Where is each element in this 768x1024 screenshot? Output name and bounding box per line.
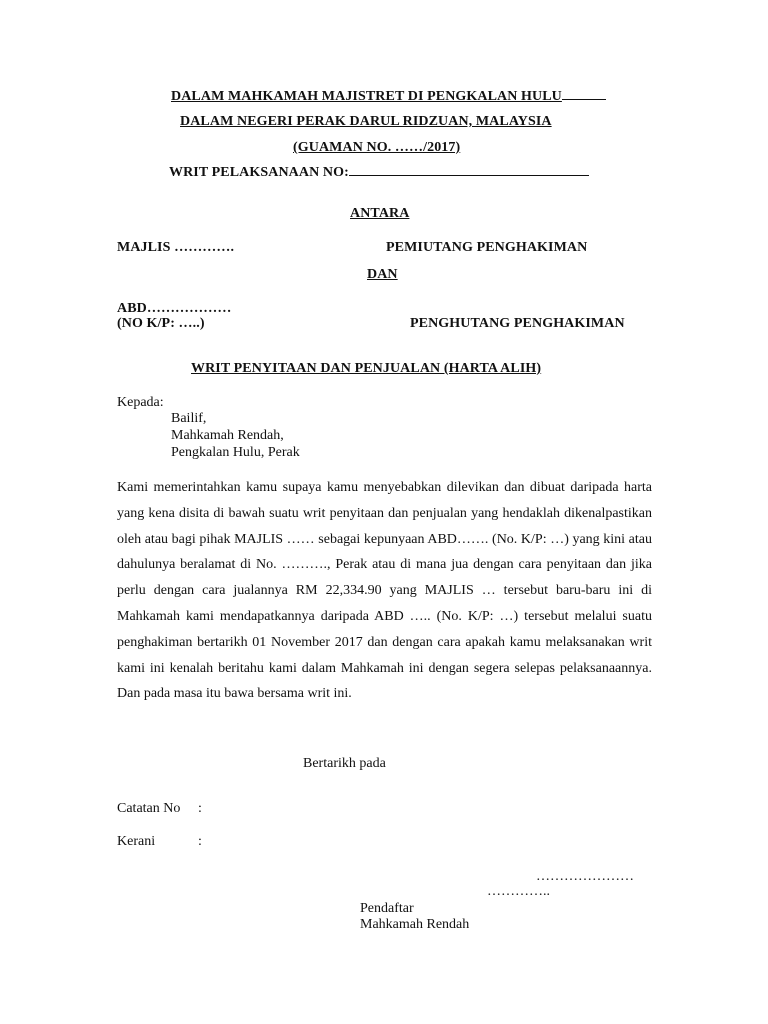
defendant-ic: (NO K/P: …..)	[117, 316, 205, 331]
dated-label: Bertarikh pada	[303, 756, 386, 771]
signature-dots-1: …………………	[536, 869, 634, 884]
defendant-name: ABD………………	[117, 301, 232, 316]
clerk-label: Kerani	[117, 834, 156, 849]
record-number-label: Catatan No	[117, 801, 181, 816]
court-line: DALAM MAHKAMAH MAJISTRET DI PENGKALAN HULU	[171, 89, 562, 104]
record-number-colon: :	[198, 801, 202, 816]
recipient-line-3: Pengkalan Hulu, Perak	[171, 445, 300, 460]
body-paragraph: Kami memerintahkan kamu supaya kamu menyebabkan dilevikan dan dibuat daripada harta yang kena disita di bawah suatu writ penyitaan dan penjualan yang hendaklah dikenalpastikan oleh atau bagi pihak MAJLIS …… sebagai kepunyaan ABD……. (No. K/P: …) yang kini atau dahulunya beralamat di No. ………., Perak atau di mana jua dengan cara penyitaan dan jika perlu dengan cara jualannya RM 22,334.90 yang MAJLIS … tersebut baru-baru ini di Mahkamah kami mendapatkannya daripada ABD ….. (No. K/P: …) tersebut melalui suatu penghakiman bertarikh 01 November 2017 dan dengan cara apakah kamu melaksanakan writ kami ini kenalah beritahu kami dalam Mahkamah ini dengan segera selepas pelaksanaannya. Dan pada masa itu bawa bersama writ ini.	[117, 480, 652, 702]
court-underline	[562, 88, 606, 100]
recipient-line-1: Bailif,	[171, 411, 207, 426]
and-label: DAN	[367, 267, 398, 282]
signature-dots-2: …………..	[487, 884, 550, 899]
writ-number-row	[169, 164, 589, 181]
registrar-title: Pendaftar	[360, 901, 414, 916]
registrar-court: Mahkamah Rendah	[360, 917, 470, 932]
clerk-colon: :	[198, 834, 202, 849]
writ-number-label: WRIT PELAKSANAAN NO:	[169, 165, 349, 180]
to-label: Kepada:	[117, 395, 164, 410]
court-heading	[171, 88, 606, 105]
case-number-line: (GUAMAN NO. ……/2017)	[293, 140, 461, 155]
writ-title: WRIT PENYITAAN DAN PENJUALAN (HARTA ALIH)	[191, 361, 542, 376]
plaintiff-role: PEMIUTANG PENGHAKIMAN	[386, 240, 588, 255]
defendant-role: PENGHUTANG PENGHAKIMAN	[410, 316, 625, 331]
state-line: DALAM NEGERI PERAK DARUL RIDZUAN, MALAYSIA	[180, 114, 552, 129]
plaintiff-name: MAJLIS ………….	[117, 240, 235, 255]
between-label: ANTARA	[350, 206, 410, 221]
writ-number-blank	[349, 164, 589, 176]
recipient-line-2: Mahkamah Rendah,	[171, 428, 284, 443]
